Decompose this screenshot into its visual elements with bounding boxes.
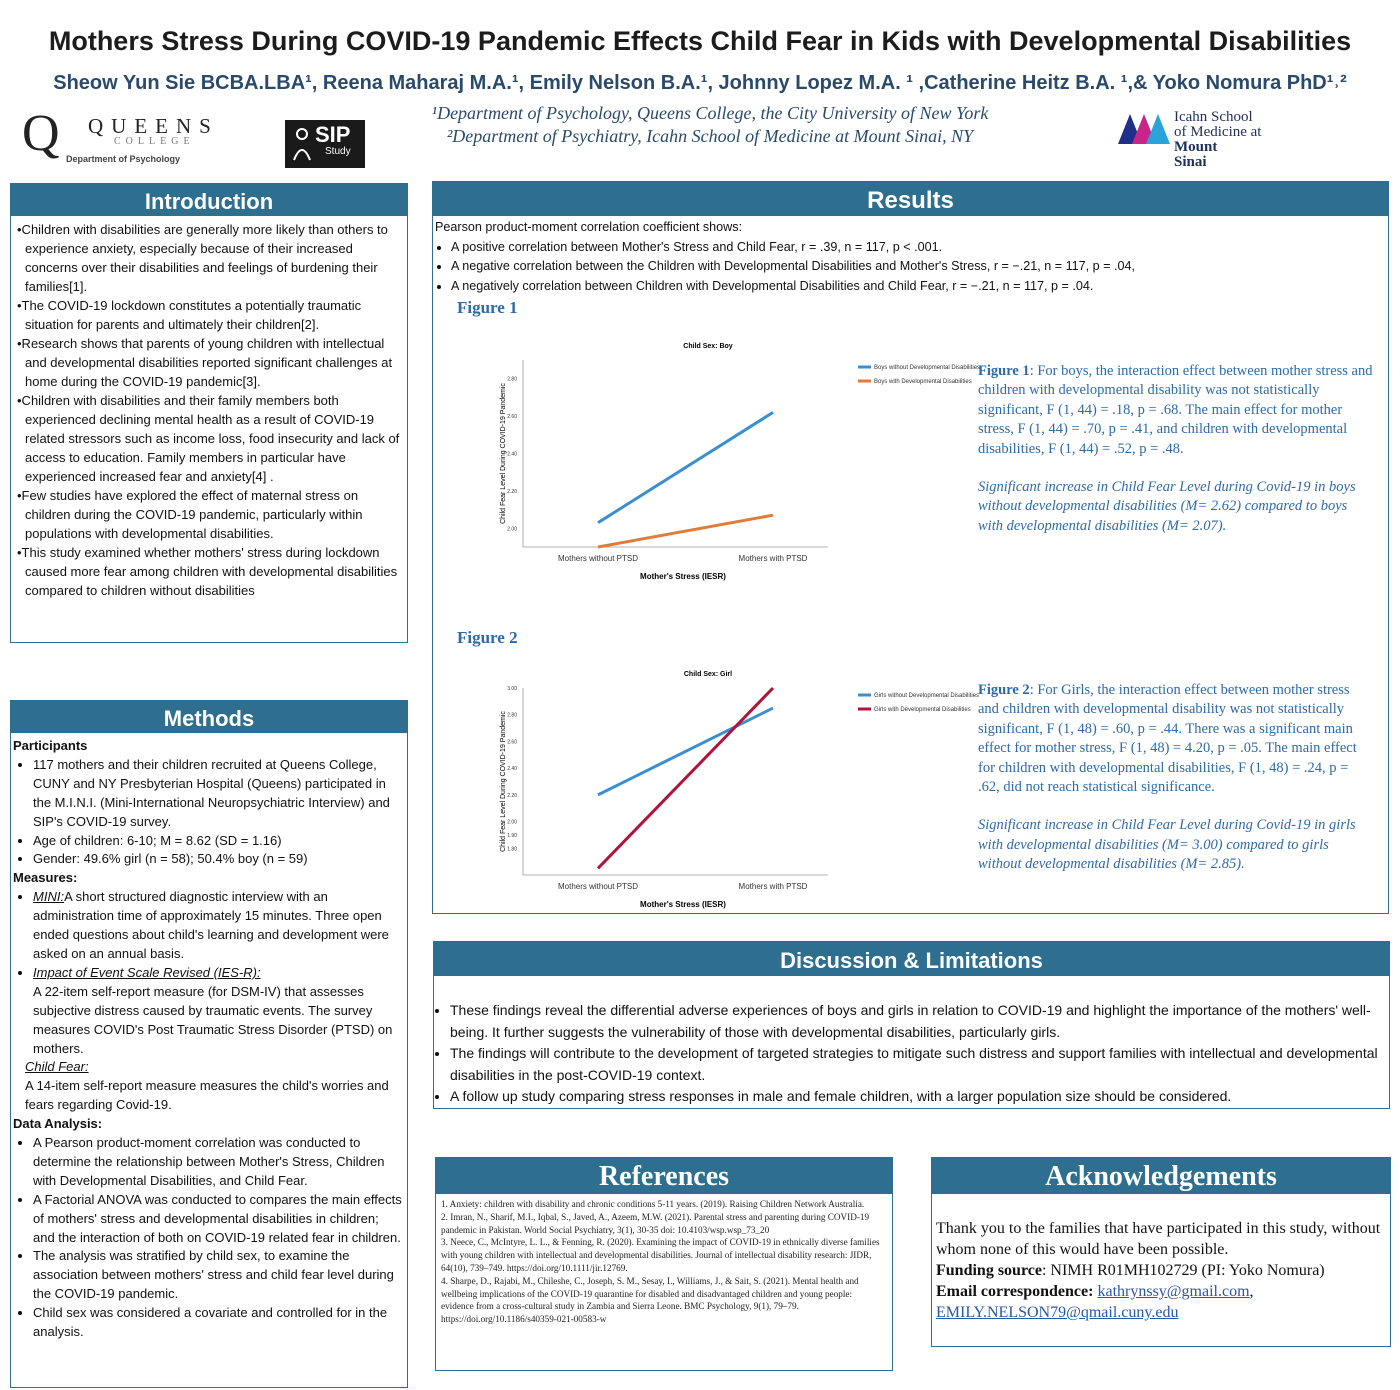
- y-tick-label: 1.90: [507, 832, 517, 839]
- figure-2-caption-lead: Figure 2: [978, 682, 1030, 698]
- legend-label: Boys without Developmental Disabilities: [874, 365, 981, 371]
- author-list: Sheow Yun Sie BCBA.LBA¹, Reena Maharaj M.A.¹, Emily Nelson B.A.¹, Johnny Lopez M.A. ¹ ,Catherine Heitz B.A. ¹,& Yoko Nomura PhD¹˒²: [53, 72, 1347, 94]
- measure-mini: [33, 888, 403, 964]
- results-section: [432, 181, 1389, 914]
- methods-heading: Methods: [11, 701, 407, 733]
- child-fear-label: Child Fear:: [25, 1059, 89, 1075]
- figure-1-caption-lead: Figure 1: [978, 363, 1030, 379]
- legend-label: Girls without Developmental Disabilities: [874, 693, 980, 699]
- y-tick-label: 2.60: [507, 414, 517, 421]
- acknowledgement-thanks: Thank you to the families that have participated in this study, without whom none of this would have been possible.: [936, 1220, 1381, 1258]
- series-line: [598, 708, 773, 795]
- results-intro: Pearson product-moment correlation coefficient shows:: [435, 220, 743, 234]
- queens-q-mark: Q: [22, 105, 60, 162]
- icahn-logo-text: Icahn School of Medicine at Mount Sinai: [1174, 109, 1262, 170]
- participant-item: • 117 mothers and their children recruited at Queens College, CUNY and NY Presbyterian Hospital (Queens) participated in the M.I.N.I. (Mini-International Neuropsychiatric Interview) and SIP's COVID-19 survey.: [33, 756, 403, 832]
- intro-bullet: •Children with disabilities and their family members both experienced declining mental health as a result of COVID-19 related stressors such as income loss, food insecurity and lack of access to education. Family members in particular have experienced increased fear and anxiety[4] .: [17, 393, 400, 484]
- correlation-item: • A positive correlation between Mother's Stress and Child Fear, r = .39, n = 117, p < .001.: [451, 238, 1386, 258]
- x-axis-label: Mother's Stress (IESR): [640, 572, 726, 581]
- discussion-list: [434, 1000, 1389, 1108]
- discussion-item: • A follow up study comparing stress responses in male and female children, with a larger population size should be considered.: [450, 1086, 1389, 1108]
- participants-heading: Participants: [13, 738, 88, 753]
- reference-item: 2. Imran, N., Sharif, M.I., Iqbal, S., Javed, A., Azeem, M.W. (2021). Parental stress and parenting during COVID-19 pandemic in Pakistan. World Social Psychiatry, 3(1), 30-35 doi: 10.4103/wsp.wsp_73_20: [441, 1211, 870, 1235]
- acknowledgements-body: [932, 1194, 1390, 1323]
- introduction-section: [10, 183, 408, 643]
- sip-study-logo: [285, 120, 365, 168]
- measures-heading: Measures:: [13, 870, 78, 886]
- reference-item: 3. Neece, C., McIntyre, L. L., & Fenning, R. (2020). Examining the impact of COVID-19 in ethnically diverse families with young children with intellectual and developmental disabilities. Journal of intellectual disability research: JIDR, 64(10), 739–749. https://doi.org/10.1111/jir.12769.: [441, 1237, 880, 1273]
- introduction-heading: Introduction: [11, 184, 407, 216]
- data-analysis-heading: Data Analysis:: [13, 1116, 103, 1132]
- mount-sinai-mountain-icon: [1118, 110, 1172, 146]
- series-line: [598, 688, 773, 868]
- y-axis-label: Child Fear Level During COVID-19 Pandemic: [500, 383, 507, 524]
- acknowledgements-section: [931, 1157, 1391, 1347]
- affiliation-2: ²Department of Psychiatry, Icahn School of Medicine at Mount Sinai, NY: [446, 126, 974, 146]
- email-link-1[interactable]: kathrynssy@gmail.com: [1097, 1283, 1250, 1300]
- y-tick-label: 2.20: [507, 488, 517, 495]
- y-tick-label: 2.00: [507, 819, 517, 826]
- sip-logo-name: SIP: [315, 122, 351, 147]
- discussion-section: [433, 941, 1390, 1109]
- references-list: [436, 1194, 892, 1326]
- series-line: [598, 515, 773, 547]
- series-line: [598, 412, 773, 522]
- child-fear-text: A 14-item self-report measure measures the child's worries and fears regarding Covid-19.: [25, 1078, 389, 1113]
- chart-title: Child Sex: Girl: [683, 671, 733, 678]
- intro-bullet: •The COVID-19 lockdown constitutes a potentially traumatic situation for parents and ultimately their children[2].: [17, 298, 362, 332]
- analysis-item: • A Factorial ANOVA was conducted to compares the main effects of mothers' stress and developmental disabilities in children; and the interaction of both on COVID-19 related fear in children.: [33, 1191, 403, 1248]
- y-tick-label: 2.80: [507, 376, 517, 383]
- results-heading: Results: [433, 182, 1388, 216]
- correlation-item: • A negatively correlation between Children with Developmental Disabilities and Child Fear, r = −.21, n = 117, p = .04.: [451, 277, 1386, 297]
- participant-item: • Gender: 49.6% girl (n = 58); 50.4% boy (n = 59): [33, 850, 403, 869]
- figure-2-chart: [463, 660, 983, 910]
- figure-2-label: Figure 2: [457, 628, 518, 647]
- figure-1-note: Significant increase in Child Fear Level during Covid-19 in boys without developmental disabilities (M= 2.62) compared to boys with developmental disabilities (M= 2.07).: [978, 479, 1356, 534]
- sip-logo-sub: Study: [325, 146, 351, 157]
- y-tick-label: 2.40: [507, 451, 517, 458]
- ies-label: Impact of Event Scale Revised (IES-R):: [33, 964, 261, 980]
- mini-text: A short structured diagnostic interview with an administration time of approximately 15 minutes. Three open ended questions about child's learning and development were asked on an annual basis.: [33, 889, 389, 961]
- correlation-item: • A negative correlation between the Children with Developmental Disabilities and Mother's Stress, r = −.21, n = 117, p = .04,: [451, 257, 1386, 277]
- figure-2-note: Significant increase in Child Fear Level during Covid-19 in girls with developmental disabilities (M= 3.00) compared to girls without developmental disabilities (M= 2.85).: [978, 817, 1356, 873]
- figure-1-caption: [978, 362, 1373, 536]
- chart-title: Child Sex: Boy: [683, 343, 733, 350]
- queens-logo-name: QUEENS: [88, 114, 219, 138]
- measure-child-fear: [13, 1058, 403, 1115]
- y-tick-label: 2.40: [507, 766, 517, 773]
- y-tick-label: 1.80: [507, 846, 517, 853]
- icahn-mount-sinai-logo: [1118, 108, 1298, 172]
- references-section: [435, 1157, 893, 1371]
- intro-bullet: •Few studies have explored the effect of maternal stress on children during the COVID-19 pandemic, particularly within populations with developmental disabilities.: [17, 488, 363, 541]
- analysis-item: • A Pearson product-moment correlation was conducted to determine the relationship between Mother's Stress, Children with Developmental Disabilities, and Child Fear.: [33, 1134, 403, 1191]
- email-label: Email correspondence:: [936, 1283, 1094, 1300]
- methods-section: [10, 700, 408, 1388]
- figure-1-label: Figure 1: [457, 298, 518, 317]
- affiliations: [330, 102, 1090, 148]
- reference-item: 4. Sharpe, D., Rajabi, M., Chileshe, C., Joseph, S. M., Sesay, I., Williams, J., & Sait, S. (2021). Mental health and wellbeing implications of the COVID-19 quarantine for disabled and disadvantaged children and young people: evidence from a cross-cultural study in Zambia and Sierra Leone. BMC Psychology, 9(1), 79–79. https://doi.org/10.1186/s40359-021-00583-w: [441, 1275, 859, 1325]
- queens-logo-dept: Department of Psychology: [66, 154, 181, 164]
- references-heading: References: [436, 1158, 892, 1194]
- y-tick-label: 2.60: [507, 739, 517, 746]
- figure-1-caption-text: : For boys, the interaction effect between mother stress and children with developmental disability was not statistically significant, F (1, 44) = .18, p = .68. The main effect for mother stress, F (1, 44) = .70, p = .41, and children with developmental disabilities, F (1, 44) = .52, p = .48.: [978, 363, 1373, 457]
- results-correlations: [433, 216, 1388, 296]
- discussion-heading: Discussion & Limitations: [434, 942, 1389, 976]
- reference-item: 1. Anxiety: children with disability and chronic conditions 5-11 years. (2019). Raising Children Network Australia.: [441, 1199, 865, 1209]
- funding-line: [936, 1260, 1384, 1281]
- x-tick-label: Mothers without PTSD: [557, 554, 639, 563]
- ies-text: A 22-item self-report measure (for DSM-IV) that assesses subjective distress caused by traumatic events. The survey measures COVID's Post Traumatic Stress Disorder (PTSD) on mothers.: [33, 983, 393, 1056]
- participant-item: • Age of children: 6-10; M = 8.62 (SD = 1.16): [33, 832, 403, 851]
- email-line-2: [936, 1302, 1384, 1323]
- y-tick-label: 2.80: [507, 712, 517, 719]
- x-tick-label: Mothers without PTSD: [557, 882, 639, 891]
- discussion-item: • These findings reveal the differential adverse experiences of boys and girls in relation to COVID-19 and highlight the importance of the mothers' well-being. It further suggests the vulnerability of those with developmental disabilities, particularly girls.: [450, 1000, 1389, 1043]
- funding-label: Funding source: [936, 1262, 1042, 1279]
- poster-title: Mothers Stress During COVID-19 Pandemic Effects Child Fear in Kids with Developmental Disabilities: [48, 26, 1352, 56]
- measure-ies: [33, 964, 403, 1059]
- figure-2-caption: [978, 681, 1373, 875]
- sip-figure-icon: [288, 126, 316, 162]
- y-axis-label: Child Fear Level During COVID-19 Pandemic: [500, 711, 507, 852]
- queens-college-logo: [22, 105, 242, 166]
- legend-label: Boys with Developmental Disabilities: [874, 379, 972, 385]
- introduction-body: [11, 216, 407, 600]
- email-line: Email correspondence: kathrynssy@gmail.com,: [936, 1283, 1254, 1300]
- x-tick-label: Mothers with PTSD: [738, 882, 808, 891]
- analysis-item: • The analysis was stratified by child sex, to examine the association between mothers' stress and child fear level during the COVID-19 pandemic.: [33, 1247, 403, 1304]
- mini-label: MINI:: [33, 889, 65, 905]
- x-axis-label: Mother's Stress (IESR): [640, 900, 726, 909]
- y-tick-label: 2.00: [507, 526, 517, 533]
- funding-text: : NIMH R01MH102729 (PI: Yoko Nomura): [1041, 1262, 1325, 1279]
- intro-bullet: •Children with disabilities are generally more likely than others to experience anxiety, especially because of their increased concerns over their disabilities and feelings of burdening their families[1].: [17, 222, 388, 294]
- queens-logo-college: COLLEGE: [114, 136, 195, 147]
- acknowledgements-heading: Acknowledgements: [932, 1158, 1390, 1194]
- figure-2-caption-text: : For Girls, the interaction effect between mother stress and children with developmental disability was not statistically significant, F (1, 48) = .60, p = .44. There was a significant main effect for mother stress, F (1, 48) = 4.20, p = .05. The main effect for children with developmental disabilities, F (1, 48) = .24, p = .62, did not reach statistical significance.: [978, 682, 1357, 796]
- discussion-item: • The findings will contribute to the development of targeted strategies to mitigate such distress and support families with intellectual and developmental disabilities in the post-COVID-19 context.: [450, 1043, 1389, 1086]
- methods-body: [11, 733, 407, 1342]
- email-link-2[interactable]: EMILY.NELSON79@qmail.cuny.edu: [936, 1304, 1179, 1321]
- y-tick-label: 3.00: [507, 686, 517, 692]
- analysis-item: • Child sex was considered a covariate and controlled for in the analysis.: [33, 1304, 403, 1342]
- legend-label: Girls with Developmental Disabilities: [874, 707, 971, 713]
- figure-1-chart: [463, 332, 983, 582]
- affiliation-1: ¹Department of Psychology, Queens College, the City University of New York: [431, 103, 989, 123]
- x-tick-label: Mothers with PTSD: [738, 554, 808, 563]
- y-tick-label: 2.20: [507, 792, 517, 799]
- intro-bullet: •This study examined whether mothers' stress during lockdown caused more fear among children with developmental disabilities compared to children without disabilities: [17, 545, 398, 598]
- intro-bullet: •Research shows that parents of young children with intellectual and developmental disabilities reported significant challenges at home during the COVID-19 pandemic[3].: [17, 336, 393, 389]
